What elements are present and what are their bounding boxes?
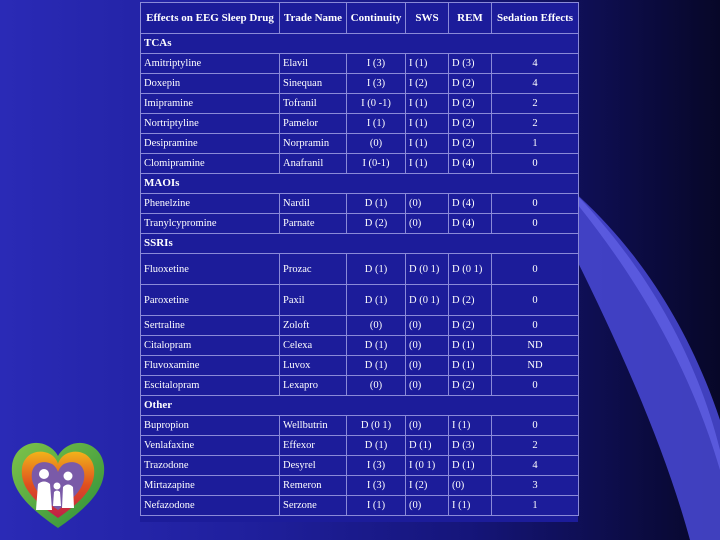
continuity-cell: I (3) xyxy=(347,456,406,476)
section-row-other xyxy=(141,396,579,416)
sws-cell: I (1) xyxy=(406,134,449,154)
heart-family-logo xyxy=(6,432,110,532)
drug-cell: Bupropion xyxy=(141,416,280,436)
sws-cell: (0) xyxy=(406,356,449,376)
continuity-cell: I (1) xyxy=(347,114,406,134)
continuity-cell: (0) xyxy=(347,316,406,336)
trade-name-cell: Zoloft xyxy=(280,316,347,336)
sedation-cell: 0 xyxy=(492,316,579,336)
drug-cell: Phenelzine xyxy=(141,194,280,214)
table-row xyxy=(141,496,579,516)
sws-cell: (0) xyxy=(406,214,449,234)
continuity-cell: I (3) xyxy=(347,476,406,496)
header-rem: REM xyxy=(449,3,492,34)
continuity-cell: D (2) xyxy=(347,214,406,234)
continuity-cell: D (0 1) xyxy=(347,416,406,436)
table-row xyxy=(141,316,579,336)
sws-cell: I (2) xyxy=(406,74,449,94)
sedation-cell: ND xyxy=(492,336,579,356)
table-row xyxy=(141,134,579,154)
drug-cell: Sertraline xyxy=(141,316,280,336)
drug-cell: Imipramine xyxy=(141,94,280,114)
rem-cell: D (2) xyxy=(449,316,492,336)
trade-name-cell: Luvox xyxy=(280,356,347,376)
header-row xyxy=(141,3,579,34)
trade-name-cell: Nardil xyxy=(280,194,347,214)
sws-cell: I (1) xyxy=(406,154,449,174)
table-row xyxy=(141,114,579,134)
drug-cell: Tranylcypromine xyxy=(141,214,280,234)
section-title: Other xyxy=(141,396,579,416)
trade-name-cell: Celexa xyxy=(280,336,347,356)
rem-cell: D (1) xyxy=(449,456,492,476)
trade-name-cell: Parnate xyxy=(280,214,347,234)
sedation-cell: 4 xyxy=(492,456,579,476)
rem-cell: (0) xyxy=(449,476,492,496)
rem-cell: D (2) xyxy=(449,134,492,154)
table-row xyxy=(141,336,579,356)
trade-name-cell: Tofranil xyxy=(280,94,347,114)
sws-cell: I (1) xyxy=(406,54,449,74)
table-row xyxy=(141,476,579,496)
section-title: TCAs xyxy=(141,34,579,54)
sedation-cell: 4 xyxy=(492,74,579,94)
drug-cell: Fluoxetine xyxy=(141,254,280,285)
rem-cell: D (0 1) xyxy=(449,254,492,285)
trade-name-cell: Effexor xyxy=(280,436,347,456)
sws-cell: (0) xyxy=(406,336,449,356)
rem-cell: D (1) xyxy=(449,336,492,356)
trade-name-cell: Sinequan xyxy=(280,74,347,94)
sws-cell: I (0 1) xyxy=(406,456,449,476)
rem-cell: D (1) xyxy=(449,356,492,376)
sws-cell: (0) xyxy=(406,416,449,436)
sws-cell: I (1) xyxy=(406,114,449,134)
continuity-cell: D (1) xyxy=(347,194,406,214)
trade-name-cell: Norpramin xyxy=(280,134,347,154)
rem-cell: I (1) xyxy=(449,496,492,516)
table-row xyxy=(141,456,579,476)
sedation-cell: 4 xyxy=(492,54,579,74)
table-row xyxy=(141,214,579,234)
continuity-cell: I (0-1) xyxy=(347,154,406,174)
eeg-sleep-table-container xyxy=(140,2,578,522)
header-drug: Effects on EEG Sleep Drug xyxy=(141,3,280,34)
sws-cell: D (0 1) xyxy=(406,285,449,316)
sws-cell: (0) xyxy=(406,376,449,396)
sedation-cell: 0 xyxy=(492,254,579,285)
sws-cell: I (2) xyxy=(406,476,449,496)
table-row xyxy=(141,356,579,376)
rem-cell: D (2) xyxy=(449,285,492,316)
rem-cell: I (1) xyxy=(449,416,492,436)
sws-cell: (0) xyxy=(406,496,449,516)
drug-cell: Venlafaxine xyxy=(141,436,280,456)
sedation-cell: 0 xyxy=(492,194,579,214)
table-row xyxy=(141,254,579,285)
sedation-cell: 0 xyxy=(492,416,579,436)
header-sedation: Sedation Effects xyxy=(492,3,579,34)
drug-cell: Doxepin xyxy=(141,74,280,94)
sedation-cell: 0 xyxy=(492,376,579,396)
section-title: SSRIs xyxy=(141,234,579,254)
trade-name-cell: Serzone xyxy=(280,496,347,516)
continuity-cell: D (1) xyxy=(347,254,406,285)
drug-cell: Paroxetine xyxy=(141,285,280,316)
sedation-cell: 0 xyxy=(492,154,579,174)
trade-name-cell: Elavil xyxy=(280,54,347,74)
sedation-cell: 2 xyxy=(492,114,579,134)
rem-cell: D (2) xyxy=(449,376,492,396)
sws-cell: (0) xyxy=(406,316,449,336)
sws-cell: D (0 1) xyxy=(406,254,449,285)
section-row-maois xyxy=(141,174,579,194)
continuity-cell: D (1) xyxy=(347,285,406,316)
continuity-cell: I (0 -1) xyxy=(347,94,406,114)
table-row xyxy=(141,285,579,316)
drug-cell: Clomipramine xyxy=(141,154,280,174)
rem-cell: D (2) xyxy=(449,74,492,94)
section-title: MAOIs xyxy=(141,174,579,194)
drug-cell: Nortriptyline xyxy=(141,114,280,134)
continuity-cell: D (1) xyxy=(347,356,406,376)
rem-cell: D (4) xyxy=(449,214,492,234)
table-row xyxy=(141,154,579,174)
continuity-cell: (0) xyxy=(347,134,406,154)
section-row-tcas xyxy=(141,34,579,54)
trade-name-cell: Desyrel xyxy=(280,456,347,476)
sedation-cell: 3 xyxy=(492,476,579,496)
sws-cell: I (1) xyxy=(406,94,449,114)
table-row xyxy=(141,54,579,74)
continuity-cell: D (1) xyxy=(347,336,406,356)
eeg-sleep-table xyxy=(140,2,579,516)
rem-cell: D (2) xyxy=(449,94,492,114)
rem-cell: D (4) xyxy=(449,194,492,214)
table-row xyxy=(141,416,579,436)
drug-cell: Nefazodone xyxy=(141,496,280,516)
section-row-ssris xyxy=(141,234,579,254)
table-row xyxy=(141,376,579,396)
continuity-cell: I (3) xyxy=(347,54,406,74)
trade-name-cell: Prozac xyxy=(280,254,347,285)
rem-cell: D (3) xyxy=(449,54,492,74)
rem-cell: D (4) xyxy=(449,154,492,174)
continuity-cell: I (3) xyxy=(347,74,406,94)
trade-name-cell: Lexapro xyxy=(280,376,347,396)
continuity-cell: (0) xyxy=(347,376,406,396)
table-row xyxy=(141,74,579,94)
drug-cell: Fluvoxamine xyxy=(141,356,280,376)
table-row xyxy=(141,94,579,114)
trade-name-cell: Paxil xyxy=(280,285,347,316)
drug-cell: Desipramine xyxy=(141,134,280,154)
drug-cell: Mirtazapine xyxy=(141,476,280,496)
sws-cell: (0) xyxy=(406,194,449,214)
drug-cell: Trazodone xyxy=(141,456,280,476)
sedation-cell: 1 xyxy=(492,134,579,154)
drug-cell: Escitalopram xyxy=(141,376,280,396)
trade-name-cell: Remeron xyxy=(280,476,347,496)
trade-name-cell: Wellbutrin xyxy=(280,416,347,436)
sedation-cell: 2 xyxy=(492,436,579,456)
rem-cell: D (2) xyxy=(449,114,492,134)
table-row xyxy=(141,436,579,456)
header-sws: SWS xyxy=(406,3,449,34)
header-continuity: Continuity xyxy=(347,3,406,34)
trade-name-cell: Pamelor xyxy=(280,114,347,134)
continuity-cell: I (1) xyxy=(347,496,406,516)
drug-cell: Amitriptyline xyxy=(141,54,280,74)
sedation-cell: ND xyxy=(492,356,579,376)
trade-name-cell: Anafranil xyxy=(280,154,347,174)
sedation-cell: 1 xyxy=(492,496,579,516)
drug-cell: Citalopram xyxy=(141,336,280,356)
sedation-cell: 2 xyxy=(492,94,579,114)
rem-cell: D (3) xyxy=(449,436,492,456)
table-row xyxy=(141,194,579,214)
sedation-cell: 0 xyxy=(492,285,579,316)
sedation-cell: 0 xyxy=(492,214,579,234)
continuity-cell: D (1) xyxy=(347,436,406,456)
header-trade-name: Trade Name xyxy=(280,3,347,34)
sws-cell: D (1) xyxy=(406,436,449,456)
